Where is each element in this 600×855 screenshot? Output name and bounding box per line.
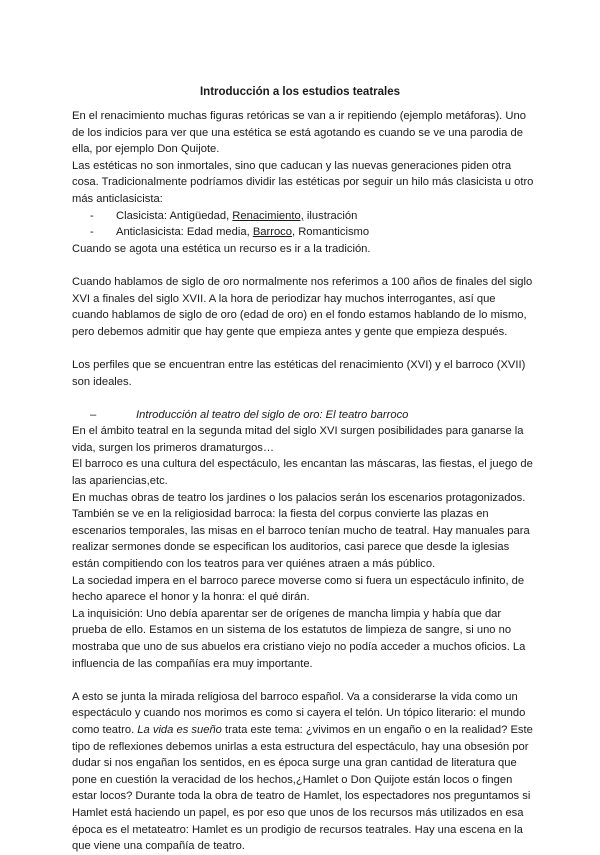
list-item-clasicista — [72, 208, 534, 225]
paragraph-gap — [72, 257, 534, 274]
list-bullet: - — [90, 209, 94, 222]
paragraph-mirada-religiosa: A esto se junta la mirada religiosa del barroco español. Va a considerarse la vida como un espectáculo y cuando nos morimos es como si cayera el telón. Un tópico literario: el mundo como teatro. La vida es sueño trata este tema: ¿vivimos en un engaño o en la realidad? Este tipo de reflexiones debemos unirlas a esta estructura del espectáculo, hay una obsesión por dudar si nos engañan los sentidos, en es época surge una gran cantidad de literatura que pone en cuestión la veracidad de los hechos,¿Hamlet o Don Quijote están locos o fingen estar locos? Durante toda la obra de teatro de Hamlet, los espectadores nos preguntamos si Hamlet está haciendo un papel, es por eso que unos de los recursos más utilizados en esa época es el metateatro: Hamlet es un prodigio de recursos teatrales. Hay una escena en la que viene una compañía de teatro. — [72, 690, 533, 853]
paragraph-tradicion: Cuando se agota una estética un recurso es ir a la tradición. — [72, 242, 371, 255]
list-item-text: Clasicista: Antigüedad, Renacimiento, ilustración — [116, 209, 358, 222]
paragraph-inquisicion: La inquisición: Uno debía aparentar ser de orígenes de mancha limpia y había que dar prueba de ello. Estamos en un sistema de los estatutos de limpieza de sangre, si uno no mostraba que uno de sus abuelos era cristiano viejo no podía acceder a muchos oficios. La influencia de las compañías era muy importante. — [72, 607, 526, 670]
paragraph-escenarios: En muchas obras de teatro los jardines o los palacios serán los escenarios protagonizados. También se ve en la religiosidad barroca: la fiesta del corpus convierte las plazas en escenarios temporales, las misas en el barroco tenían mucho de teatral. Hay manuales para realizar sermones donde se especifican los auditorios, casi parece que desde la iglesias están compitiendo con los teatros para ver quiénes atraen a más público. — [72, 491, 530, 571]
paragraph-sociedad: La sociedad impera en el barroco parece moverse como si fuera un espectáculo infinito, de hecho aparece el honor y la honra: el qué dirán. — [72, 574, 525, 604]
italic-title: La vida es sueño — [137, 723, 222, 736]
document-body — [72, 108, 534, 855]
paragraph-esteticas: Las estéticas no son inmortales, sino que caducan y las nuevas generaciones piden otra cosa. Tradicionalmente podríamos dividir las estéticas por seguir un hilo más clasicista u otro más anticlasicista: — [72, 159, 534, 205]
paragraph-cultura-espectaculo: El barroco es una cultura del espectáculo, les encantan las máscaras, las fiestas, el juego de las apariencias,etc. — [72, 458, 533, 488]
section-heading-text: Introducción al teatro del siglo de oro: El teatro barroco — [136, 408, 409, 421]
paragraph-gap — [72, 390, 534, 407]
page-title: Introducción a los estudios teatrales — [199, 86, 401, 98]
paragraph-ambito-teatral: En el ámbito teatral en la segunda mitad del siglo XVI surgen posibilidades para ganarse la vida, surgen los primeros dramaturgos… — [72, 425, 524, 454]
list-bullet: - — [90, 226, 94, 239]
underlined-term: Renacimiento, — [232, 209, 304, 222]
paragraph-gap — [72, 340, 534, 357]
underlined-term: Barroco — [252, 226, 292, 239]
list-item-anticlasicista — [72, 224, 534, 241]
paragraph-perfiles: Los perfiles que se encuentran entre las estéticas del renacimiento (XVI) y el barroco (XVII) son ideales. — [72, 358, 526, 388]
section-heading — [72, 407, 534, 424]
paragraph-renacimiento: En el renacimiento muchas figuras retóricas se van a ir repitiendo (ejemplo metáforas). Uno de los indicios para ver que una estética se está agotando es cuando se ve una parodia de ella, por ejemplo Don Quijote. — [72, 110, 526, 156]
paragraph-gap — [72, 672, 534, 689]
section-bullet: – — [90, 408, 97, 421]
list-item-text: Anticlasicista: Edad media, Barroco, Romanticismo — [116, 226, 370, 239]
paragraph-siglo-de-oro: Cuando hablamos de siglo de oro normalmente nos referimos a 100 años de finales del siglo XVI a finales del siglo XVII. A la hora de periodizar hay muchos interrogantes, así que cuando hablamos de siglo de oro (edad de oro) en el fondo estamos hablando de lo mismo, pero debemos admitir que hay gente que empieza antes y gente que empieza después. — [72, 275, 533, 338]
